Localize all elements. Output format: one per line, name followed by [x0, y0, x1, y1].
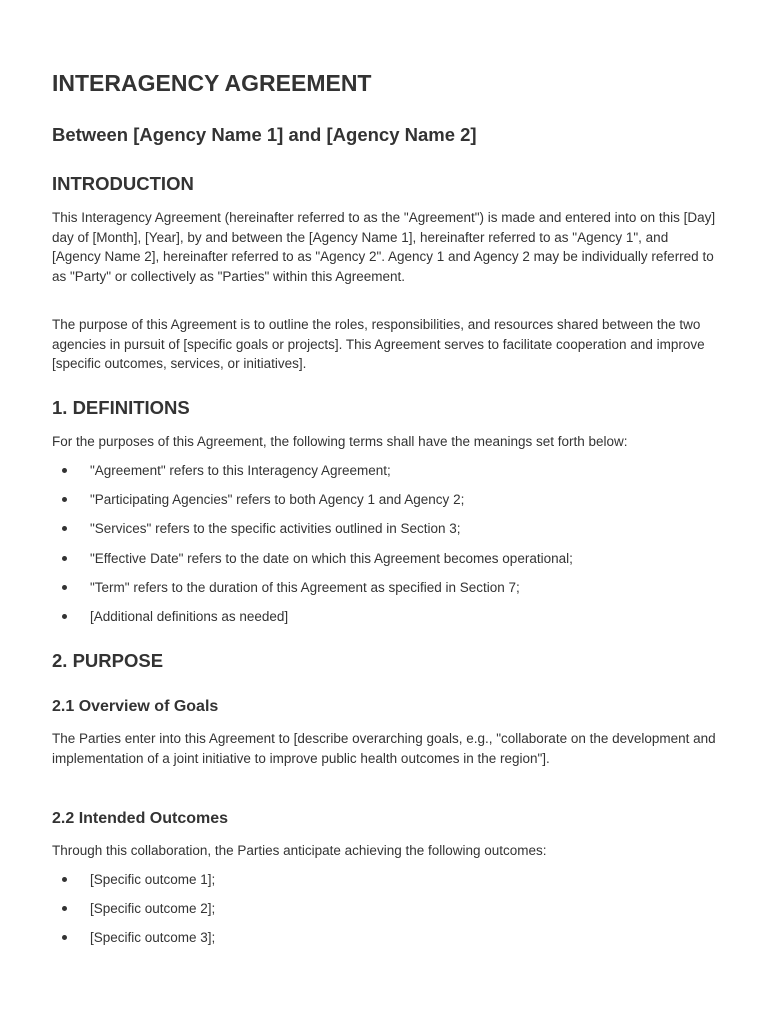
outcomes-list	[52, 870, 720, 958]
list-item	[52, 549, 720, 578]
bullet-icon	[62, 585, 67, 590]
bullet-icon	[62, 556, 67, 561]
bullet-icon	[62, 877, 67, 882]
definitions-list	[52, 461, 720, 636]
list-item	[52, 578, 720, 607]
purpose-heading: 2. PURPOSE	[52, 650, 164, 671]
list-item	[52, 490, 720, 519]
list-item	[52, 899, 720, 928]
list-item-text: [Specific outcome 3];	[90, 930, 216, 946]
outcomes-intro: Through this collaboration, the Parties anticipate achieving the following outcomes:	[52, 843, 547, 858]
bullet-icon	[62, 526, 67, 531]
bullet-icon	[62, 935, 67, 940]
bullet-icon	[62, 497, 67, 502]
document-subtitle: Between [Agency Name 1] and [Agency Name 2]	[52, 124, 477, 145]
document-title: INTERAGENCY AGREEMENT	[52, 70, 372, 96]
outcomes-heading: 2.2 Intended Outcomes	[52, 810, 229, 827]
definitions-heading: 1. DEFINITIONS	[52, 397, 190, 418]
list-item-text: [Additional definitions as needed]	[90, 608, 289, 624]
list-item	[52, 519, 720, 548]
list-item-text: "Effective Date" refers to the date on which this Agreement becomes operational;	[90, 550, 573, 566]
list-item-text: "Services" refers to the specific activities outlined in Section 3;	[90, 521, 461, 537]
introduction-paragraph-1: This Interagency Agreement (hereinafter referred to as the "Agreement") is made and entered into on this [Day] day of [Month], [Year], by and between the [Agency Name 1], hereinafter referred to as "Agency 1", and [Agency Name 2], hereinafter referred to as "Agency 2". Agency 1 and Agency 2 may be individually referred to as "Party" or collectively as "Parties" within this Agreement.	[52, 210, 716, 284]
bullet-icon	[62, 468, 67, 473]
list-item-text: [Specific outcome 2];	[90, 901, 216, 917]
list-item	[52, 870, 720, 899]
introduction-heading: INTRODUCTION	[52, 173, 194, 194]
bullet-icon	[62, 906, 67, 911]
introduction-paragraph-2: The purpose of this Agreement is to outline the roles, responsibilities, and resources shared between the two agencies in pursuit of [specific goals or projects]. This Agreement serves to facilitate cooperation and improve [specific outcomes, services, or initiatives].	[52, 317, 705, 372]
list-item	[52, 928, 720, 957]
list-item-text: "Participating Agencies" refers to both Agency 1 and Agency 2;	[90, 492, 465, 508]
list-item-text: "Term" refers to the duration of this Agreement as specified in Section 7;	[90, 579, 520, 595]
bullet-icon	[62, 614, 67, 619]
overview-text: The Parties enter into this Agreement to [describe overarching goals, e.g., "collaborate on the development and implementation of a joint initiative to improve public health outcomes in the region"].	[52, 731, 716, 766]
list-item-text: [Specific outcome 1];	[90, 872, 216, 887]
list-item	[52, 461, 720, 490]
overview-heading: 2.1 Overview of Goals	[52, 698, 219, 715]
list-item	[52, 607, 720, 636]
list-item-text: "Agreement" refers to this Interagency Agreement;	[90, 463, 391, 478]
definitions-intro: For the purposes of this Agreement, the following terms shall have the meanings set forth below:	[52, 434, 628, 449]
